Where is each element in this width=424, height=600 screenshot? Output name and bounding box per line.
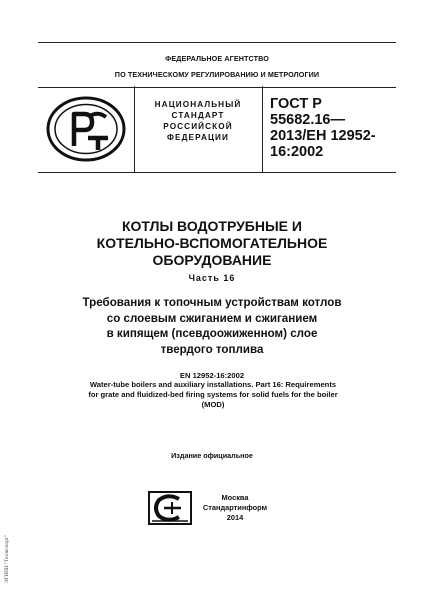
part-number: Часть 16 [188, 273, 236, 283]
en-standard-code: EN 12952-16:2002 [179, 371, 245, 380]
subtitle-line-1: Требования к топочным устройствам котлов [82, 296, 342, 309]
agency-header [38, 42, 396, 88]
logo-cell [38, 86, 135, 172]
subtitle-line-2: со слоевым сжиганием и сжиганием [106, 311, 318, 325]
rst-certification-logo-icon [44, 94, 128, 164]
national-line-2: СТАНДАРТ [171, 111, 225, 120]
national-standard-label [134, 86, 263, 172]
document-title [30, 218, 394, 269]
publisher-year: 2014 [226, 513, 244, 522]
standard-code-line-3: 2013/EH 12952- [270, 128, 376, 144]
side-watermark-text: ЭГНПН "Техэкспорт" [4, 534, 10, 583]
document-subtitle [30, 295, 394, 357]
title-line-2: КОТЕЛЬНО-ВСПОМОГАТЕЛЬНОЕ [96, 235, 328, 251]
agency-line-1: ФЕДЕРАЛЬНОЕ АГЕНТСТВО [165, 54, 269, 63]
standard-code-line-2: 55682.16— [270, 112, 345, 128]
national-line-1: НАЦИОНАЛЬНЫЙ [154, 100, 242, 109]
national-line-4: ФЕДЕРАЦИИ [166, 133, 230, 142]
standard-code-line-4: 16:2002 [270, 144, 324, 160]
publisher-city: Москва [221, 493, 249, 502]
en-title-line-1: Water-tube boilers and auxiliary installations. Part 16: Requirements [89, 380, 337, 389]
title-line-3: ОБОРУДОВАНИЕ [152, 252, 272, 268]
en-title-line-3: (MOD) [201, 399, 225, 409]
publisher-name: Стандартинформ [202, 503, 268, 512]
title-line-1: КОТЛЫ ВОДОТРУБНЫЕ И [122, 218, 302, 234]
subtitle-line-4: твердого топлива [160, 342, 264, 356]
standard-code-line-1: ГОСТ Р [270, 96, 322, 112]
en-title-line-2: for grate and fluidized-bed firing systems for solid fuels for the boiler [88, 389, 338, 399]
edition-label: Издание официальное [171, 451, 253, 460]
standard-code [270, 96, 394, 160]
en-title [48, 380, 378, 409]
standard-header-row [38, 86, 396, 173]
publisher-info [200, 493, 270, 523]
subtitle-line-3: в кипящем (псевдоожиженном) слое [106, 327, 318, 341]
national-line-3: РОССИЙСКОЙ [163, 122, 233, 131]
standartinform-logo-icon [148, 491, 192, 525]
agency-line-2: ПО ТЕХНИЧЕСКОМУ РЕГУЛИРОВАНИЮ И МЕТРОЛОГИИ [114, 70, 320, 79]
